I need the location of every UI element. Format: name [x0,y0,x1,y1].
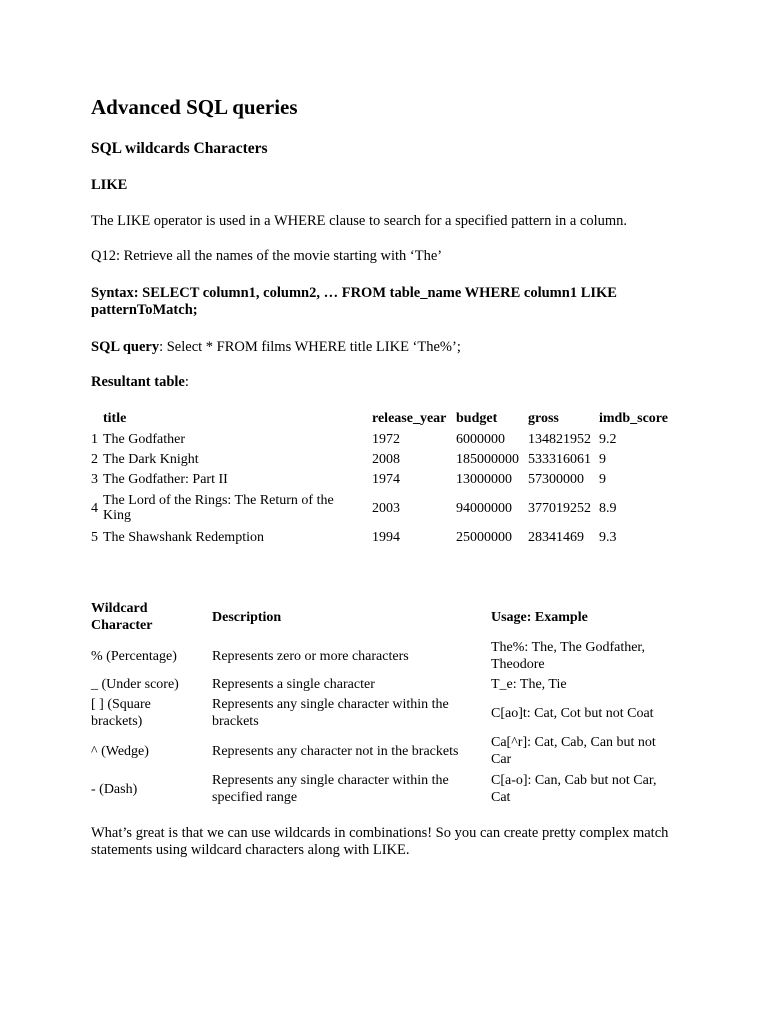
cell-description: Represents a single character [212,677,375,692]
cell-budget: 25000000 [456,529,512,545]
resultant-table-colon: : [184,374,189,390]
cell-gross: 28341469 [528,529,584,545]
cell-imdb-score: 9 [599,471,606,487]
cell-wildcard-char: % (Percentage) [91,648,177,664]
table-row [91,637,681,675]
column-header: Wildcard Character [91,601,153,633]
cell-title: The Dark Knight [103,451,199,467]
cell-description: Represents any single character within the specified range [212,773,449,805]
cell-title: The Godfather: Part II [103,471,228,487]
cell-description: Represents zero or more characters [212,648,409,664]
table-row [91,694,681,732]
index-header [91,409,103,429]
cell-wildcard-char: [ ] (Square brackets) [91,697,151,729]
cell-release-year: 1994 [372,529,400,545]
cell-example: Ca[^r]: Cat, Cab, Can but not Car [491,735,656,767]
sql-query-paragraph [91,339,461,356]
cell-imdb-score: 9 [599,451,606,467]
table-row [91,675,681,694]
cell-example: T_e: The, Tie [491,677,567,692]
cell-description: Represents any character not in the brackets [212,743,459,759]
row-index: 1 [91,431,98,447]
wildcard-table [91,597,681,808]
table-row [91,429,681,449]
column-header: title [103,411,127,426]
subsection-heading: LIKE [91,177,128,193]
cell-imdb-score: 9.2 [599,431,617,447]
cell-imdb-score: 9.3 [599,529,617,545]
table-header-row [91,409,681,429]
cell-title: The Lord of the Rings: The Return of the King [103,493,334,523]
section-heading: SQL wildcards Characters [91,140,268,157]
page-title: Advanced SQL queries [91,95,298,119]
row-index: 4 [91,500,98,516]
column-header: release_year [372,411,447,426]
cell-example: C[ao]t: Cat, Cot but not Coat [491,705,654,721]
closing-paragraph: What’s great is that we can use wildcards in combinations! So you can create pretty complex match statements using wildcard characters along with LIKE. [91,825,669,858]
cell-budget: 185000000 [456,451,519,467]
column-header: Usage: Example [491,609,588,625]
cell-example: C[a-o]: Can, Cab but not Car, Cat [491,773,657,805]
row-index: 5 [91,529,98,545]
cell-wildcard-char: _ (Under score) [91,677,179,692]
cell-title: The Godfather [103,431,186,447]
cell-gross: 57300000 [528,471,584,487]
cell-budget: 13000000 [456,471,512,487]
cell-example: The%: The, The Godfather, Theodore [491,640,646,672]
resultant-table [91,409,681,547]
cell-description: Represents any single character within the brackets [212,697,449,729]
cell-release-year: 2003 [372,500,400,516]
resultant-table-caption [91,374,189,391]
question-paragraph: Q12: Retrieve all the names of the movie starting with ‘The’ [91,248,443,264]
table-row [91,489,681,527]
table-row [91,527,681,547]
cell-gross: 377019252 [528,500,591,516]
cell-release-year: 1972 [372,431,400,447]
table-row [91,732,681,770]
cell-budget: 6000000 [456,431,505,447]
cell-imdb-score: 8.9 [599,500,617,516]
cell-release-year: 2008 [372,451,400,467]
column-header: imdb_score [599,411,668,426]
cell-release-year: 1974 [372,471,400,487]
table-row [91,770,681,808]
table-row [91,449,681,469]
sql-query-label: SQL query [91,339,160,355]
cell-gross: 533316061 [528,451,591,467]
cell-title: The Shawshank Redemption [103,529,264,545]
row-index: 3 [91,471,98,487]
table-header-row [91,597,681,637]
row-index: 2 [91,451,98,467]
intro-paragraph: The LIKE operator is used in a WHERE clause to search for a specified pattern in a column. [91,213,628,229]
column-header: Description [212,609,282,625]
cell-wildcard-char: - (Dash) [91,781,138,797]
cell-budget: 94000000 [456,500,512,516]
table-row [91,469,681,489]
cell-gross: 134821952 [528,431,591,447]
sql-query-text: : Select * FROM films WHERE title LIKE ‘The%’; [159,339,461,355]
syntax-paragraph: Syntax: SELECT column1, column2, … FROM table_name WHERE column1 LIKE patternToMatch; [91,285,617,318]
column-header: gross [528,411,559,426]
cell-wildcard-char: ^ (Wedge) [91,743,149,759]
resultant-table-label: Resultant table [91,374,185,390]
column-header: budget [456,411,498,426]
